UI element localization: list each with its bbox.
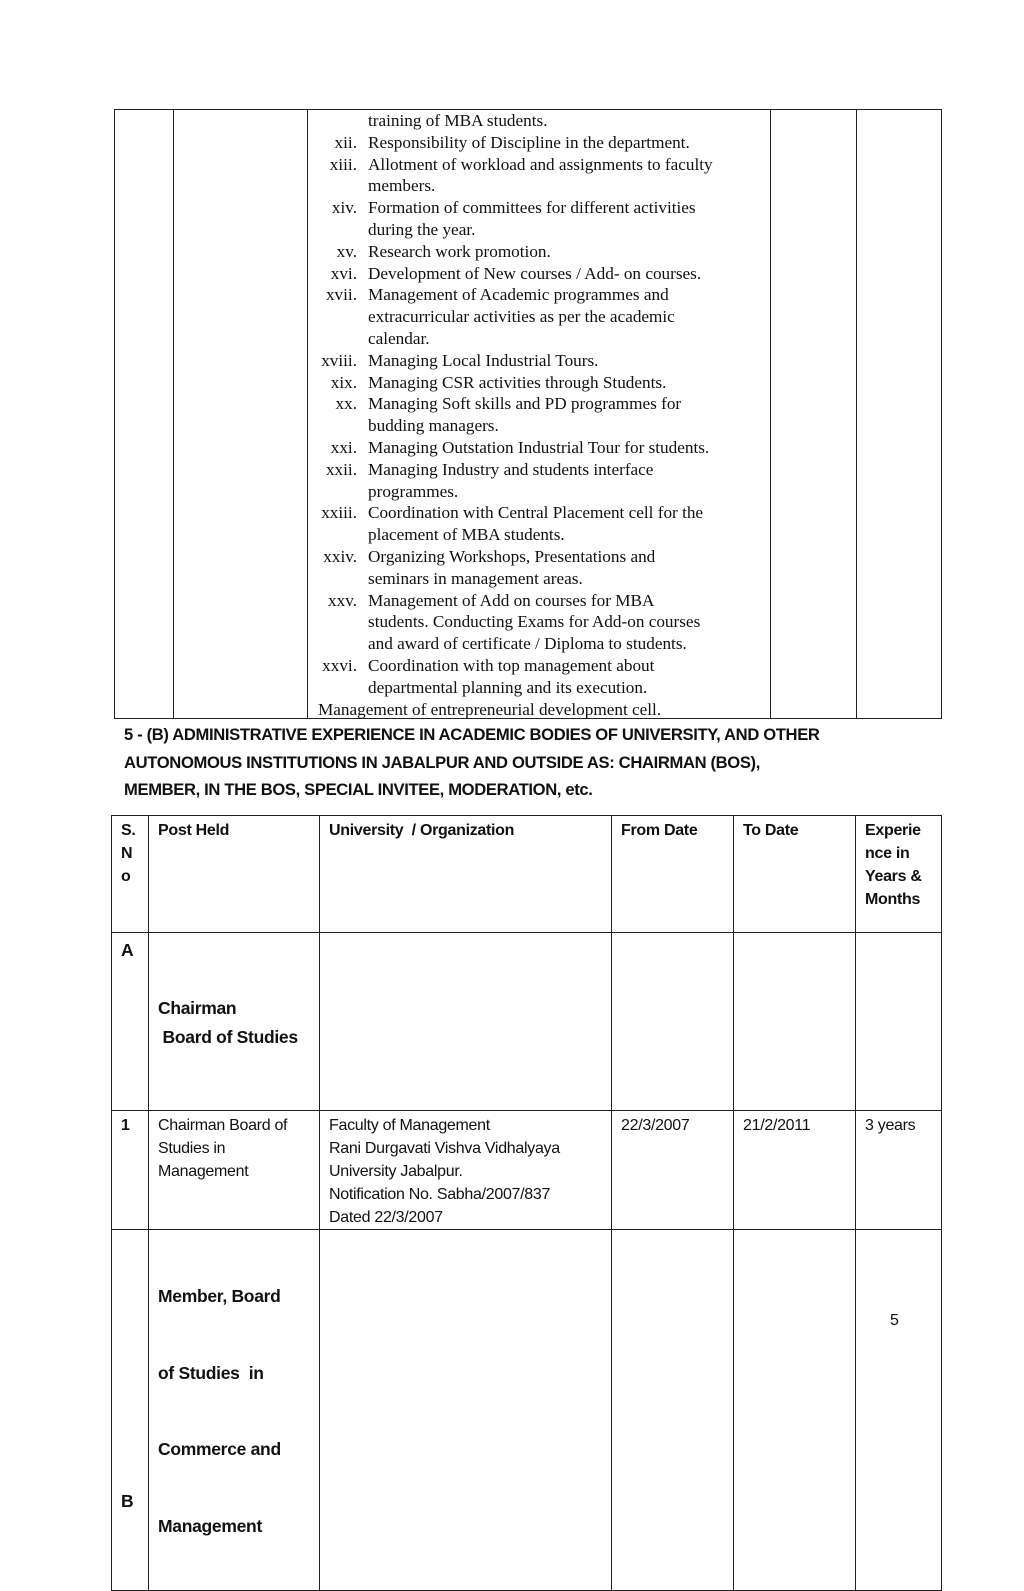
list-text: placement of MBA students. (368, 525, 565, 545)
table-header-row (112, 816, 942, 933)
list-item (308, 568, 768, 590)
list-item (308, 459, 768, 481)
cell-line: Notification No. Sabha/2007/837 (329, 1186, 551, 1203)
cell-from-date (612, 933, 734, 1111)
list-number: xiv. (331, 198, 357, 218)
cell-line: Management (158, 1515, 262, 1536)
list-number (308, 611, 368, 633)
cell-line: B (121, 1490, 134, 1511)
section-heading-line: MEMBER, IN THE BOS, SPECIAL INVITEE, MODERATION, etc. (124, 780, 593, 799)
list-text: during the year. (368, 219, 476, 239)
list-text: programmes. (368, 481, 459, 501)
header-text: Months (865, 891, 921, 908)
list-text: Management of Add on courses for MBA (368, 590, 655, 610)
list-text: Coordination with top management about (368, 655, 655, 675)
list-text: Managing Soft skills and PD programmes for (368, 394, 682, 414)
header-post-held: Post Held (149, 816, 320, 933)
cell-sno: A (112, 933, 149, 1111)
cell-post-held (149, 933, 320, 1111)
header-text: Years & (865, 868, 922, 885)
cell-organization (320, 1230, 612, 1591)
cell-line: Chairman Board of (158, 1117, 288, 1134)
list-item (308, 655, 768, 677)
list-text: members. (368, 176, 436, 196)
cell-sno: 1 (112, 1111, 149, 1230)
list-number: xv. (336, 241, 357, 261)
cell-line: University Jabalpur. (329, 1163, 463, 1180)
list-number (308, 219, 368, 241)
column-divider (173, 110, 174, 718)
list-item (308, 611, 768, 633)
list-text: and award of certificate / Diploma to students. (368, 634, 687, 654)
list-text: Research work promotion. (368, 241, 551, 261)
cell-line: Commerce and (158, 1439, 281, 1459)
list-item (308, 263, 768, 285)
cell-organization (320, 1111, 612, 1230)
header-experience (856, 816, 942, 933)
list-number (308, 481, 368, 503)
list-text: Managing CSR activities through Students. (368, 372, 667, 392)
cell-experience (856, 1230, 942, 1591)
list-text: Organizing Workshops, Presentations and (368, 546, 656, 566)
list-number: xx. (335, 394, 357, 414)
cell-to-date (734, 1230, 856, 1591)
header-organization: University / Organization (320, 816, 612, 933)
list-number: xxvi. (322, 655, 357, 675)
list-item (308, 481, 768, 503)
header-text: nce in (865, 845, 910, 862)
list-number: xiii. (329, 154, 357, 174)
cell-organization (320, 933, 612, 1111)
header-text: Experie (865, 822, 921, 839)
table-row (112, 1111, 942, 1230)
section-heading-line: AUTONOMOUS INSTITUTIONS IN JABALPUR AND OUTSIDE AS: CHAIRMAN (BOS), (124, 752, 760, 772)
list-item (308, 546, 768, 568)
cell-line: Studies in (158, 1140, 226, 1157)
column-divider (770, 110, 771, 718)
cell-line: Dated 22/3/2007 (329, 1209, 443, 1226)
column-divider (856, 110, 857, 718)
list-item (308, 524, 768, 546)
list-text: Managing Industry and students interface (368, 459, 654, 479)
list-item (308, 241, 768, 263)
list-number: xxv. (328, 590, 357, 610)
responsibilities-table-continued (114, 109, 942, 719)
list-number: xxi. (330, 437, 357, 457)
list-number: xviii. (321, 350, 357, 370)
list-item (308, 197, 768, 219)
list-number: xxiii. (321, 503, 357, 523)
list-number: xix. (330, 372, 357, 392)
header-text: o (121, 868, 131, 885)
responsibilities-list (308, 110, 768, 720)
list-text: Allotment of workload and assignments to faculty (368, 154, 713, 174)
list-item (308, 633, 768, 655)
list-item (308, 437, 768, 459)
list-item (308, 132, 768, 154)
list-text: extracurricular activities as per the academic (368, 307, 675, 327)
list-number: xxiv. (323, 546, 357, 566)
list-number (308, 415, 368, 437)
list-item (308, 393, 768, 415)
cell-line: Board of Studies (158, 1027, 298, 1047)
list-number: xvi. (330, 263, 357, 283)
header-text: N (121, 845, 133, 862)
list-number (308, 568, 368, 590)
list-text: training of MBA students. (368, 111, 548, 130)
header-text: S. (121, 822, 136, 839)
list-text: Coordination with Central Placement cell for the (368, 503, 704, 523)
list-text: Development of New courses / Add- on courses. (368, 263, 702, 283)
page-number: 5 (890, 1312, 899, 1329)
list-item (308, 590, 768, 612)
section-heading-line: 5 - (B) ADMINISTRATIVE EXPERIENCE IN ACADEMIC BODIES OF UNIVERSITY, AND OTHER (124, 725, 820, 744)
list-number (308, 328, 368, 350)
cell-line: Faculty of Management (329, 1117, 490, 1134)
list-item (308, 284, 768, 306)
list-number (308, 524, 368, 546)
list-text: Managing Local Industrial Tours. (368, 350, 599, 370)
list-item (308, 350, 768, 372)
list-number (308, 633, 368, 655)
academic-bodies-experience-table (111, 815, 942, 1591)
header-from-date: From Date (612, 816, 734, 933)
cell-line: Member, Board (158, 1286, 281, 1306)
header-to-date: To Date (734, 816, 856, 933)
list-number: xvii. (325, 285, 357, 305)
section-heading (124, 721, 924, 804)
cell-to-date: 21/2/2011 (734, 1111, 856, 1230)
list-text: students. Conducting Exams for Add-on courses (368, 612, 701, 632)
list-item-continuation (308, 110, 768, 132)
cell-sno (112, 1230, 149, 1591)
cell-to-date (734, 933, 856, 1111)
list-text: Responsibility of Discipline in the department. (368, 132, 690, 152)
header-sno (112, 816, 149, 933)
cell-experience (856, 933, 942, 1111)
cell-line: Management (158, 1163, 249, 1180)
list-text: seminars in management areas. (368, 568, 583, 588)
list-item (308, 154, 768, 176)
list-tail-line: Management of entrepreneurial development cell. (318, 699, 662, 719)
list-item (308, 677, 768, 699)
table-row (112, 933, 942, 1111)
list-text: Management of Academic programmes and (368, 285, 669, 305)
list-text: Formation of committees for different activities (368, 198, 696, 218)
list-item (308, 306, 768, 328)
list-number: xxii. (325, 459, 357, 479)
cell-line: of Studies in (158, 1362, 264, 1383)
list-item (308, 328, 768, 350)
list-number (308, 306, 368, 328)
list-number (308, 677, 368, 699)
cell-line: Rani Durgavati Vishva Vidhalyaya (329, 1140, 560, 1157)
cell-post-held (149, 1111, 320, 1230)
list-number: xii. (334, 132, 357, 152)
cell-experience: 3 years (856, 1111, 942, 1230)
cell-from-date (612, 1230, 734, 1591)
list-item (308, 219, 768, 241)
list-item (308, 372, 768, 394)
list-text: calendar. (368, 328, 430, 348)
table-row (112, 1230, 942, 1591)
list-text: departmental planning and its execution. (368, 677, 648, 697)
list-number (308, 175, 368, 197)
list-text: budding managers. (368, 416, 499, 436)
list-item (308, 415, 768, 437)
list-number (308, 110, 368, 132)
list-text: Managing Outstation Industrial Tour for students. (368, 437, 710, 457)
cell-line: Chairman (158, 998, 237, 1018)
cell-from-date: 22/3/2007 (612, 1111, 734, 1230)
list-item (308, 502, 768, 524)
list-item (308, 175, 768, 197)
cell-post-held (149, 1230, 320, 1591)
